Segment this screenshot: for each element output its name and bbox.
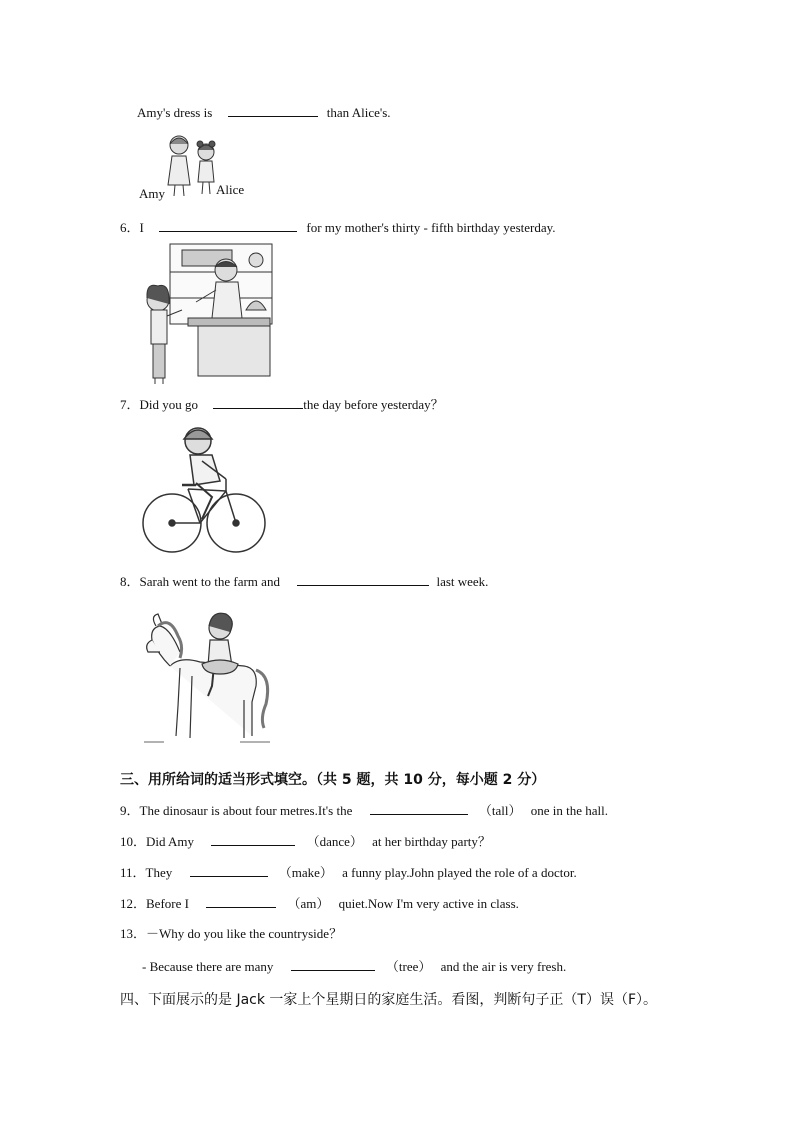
q12-sentence: 12．Before I （am） quiet.Now I'm very active in class. — [120, 896, 519, 911]
q7-sentence: 7．Did you go the day before yesterday？ — [120, 397, 444, 412]
q11-answer-blank[interactable] — [190, 864, 268, 877]
q6-answer-blank[interactable] — [159, 219, 297, 232]
alice-label: Alice — [216, 182, 245, 197]
alice-figure — [197, 141, 215, 194]
q13-sentence-2: - Because there are many （tree） and the air is very fresh. — [142, 959, 567, 974]
bike-riding-illustration — [140, 423, 266, 555]
section3-heading: 三、用所给词的适当形式填空。（共 5 题，共 10 分，每小题 2 分） — [120, 772, 546, 788]
shop-illustration — [138, 242, 274, 386]
q11-sentence: 11．They （make） a funny play.John played the role of a doctor. — [120, 865, 577, 880]
amy-label: Amy — [139, 186, 165, 201]
q12-answer-blank[interactable] — [206, 895, 276, 908]
q9-answer-blank[interactable] — [370, 802, 468, 815]
q13-sentence-1: 13．－Why do you like the countryside？ — [120, 926, 343, 941]
section4-heading: 四、下面展示的是 Jack 一家上个星期日的家庭生活。看图，判断句子正（T）误（F）。 — [120, 992, 658, 1008]
q13-answer-blank[interactable] — [291, 958, 375, 971]
q7-answer-blank[interactable] — [213, 396, 303, 409]
q5-answer-blank[interactable] — [228, 104, 318, 117]
q5-sentence: Amy's dress is than Alice's. — [137, 105, 391, 120]
amy-figure — [168, 136, 190, 196]
q9-sentence: 9．The dinosaur is about four metres.It's the （tall） one in the hall. — [120, 803, 608, 818]
amy-alice-illustration — [155, 130, 225, 202]
q8-answer-blank[interactable] — [297, 573, 429, 586]
q8-sentence: 8．Sarah went to the farm and last week. — [120, 574, 489, 589]
q6-sentence: 6．I for my mother's thirty - fifth birthday yesterday. — [120, 220, 556, 235]
q10-answer-blank[interactable] — [211, 833, 295, 846]
q10-sentence: 10．Did Amy （dance） at her birthday party？ — [120, 834, 491, 849]
horse-riding-illustration — [140, 606, 274, 748]
